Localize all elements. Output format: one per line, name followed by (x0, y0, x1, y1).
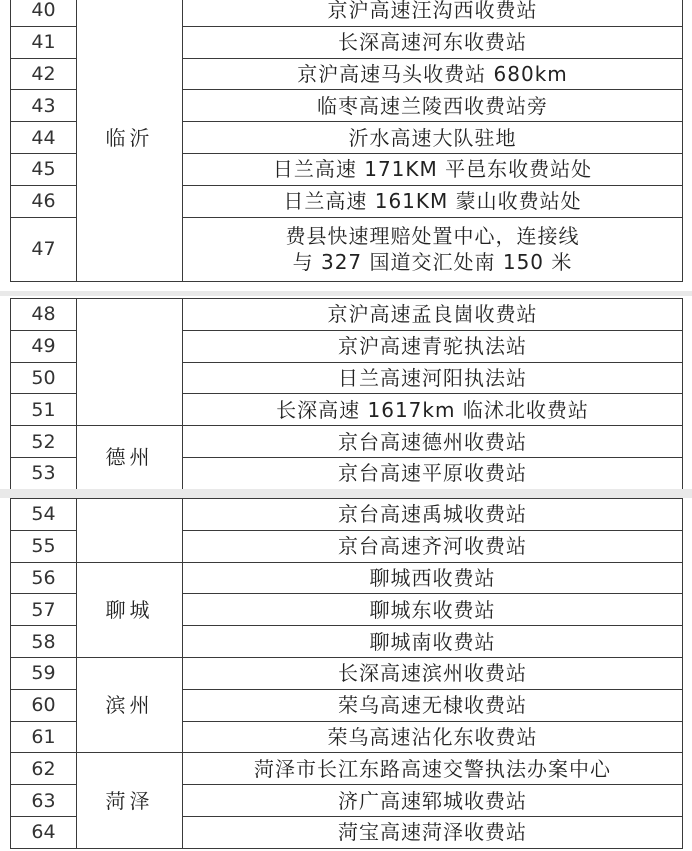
data-table (10, 298, 683, 489)
table-row (11, 299, 683, 331)
location-text: 京台高速齐河收费站 (338, 534, 527, 559)
location-cell (183, 689, 683, 721)
location-cell (183, 299, 683, 331)
row-number: 50 (11, 362, 77, 394)
location-cell (183, 657, 683, 689)
location-text: 日兰高速 161KM 蒙山收费站处 (283, 189, 582, 214)
location-text: 长深高速河东收费站 (338, 30, 527, 55)
location-text: 日兰高速河阳执法站 (338, 365, 527, 390)
row-number: 56 (11, 562, 77, 594)
location-cell (183, 499, 683, 531)
location-text: 与 327 国道交汇处南 150 米 (292, 250, 573, 275)
row-number: 59 (11, 657, 77, 689)
location-cell (183, 58, 683, 90)
location-text: 聊城南收费站 (369, 629, 496, 654)
location-text: 荣乌高速沾化东收费站 (327, 724, 538, 749)
row-number: 41 (11, 26, 77, 58)
location-text: 长深高速滨州收费站 (338, 661, 527, 686)
row-number: 40 (11, 0, 77, 26)
table-section-linyi (10, 0, 692, 291)
location-cell (183, 90, 683, 122)
row-number: 44 (11, 122, 77, 154)
location-cell (183, 153, 683, 185)
location-text: 日兰高速 171KM 平邑东收费站处 (272, 157, 593, 182)
row-number: 54 (11, 499, 77, 531)
row-number: 42 (11, 58, 77, 90)
city-name: 滨州 (77, 657, 183, 752)
location-text: 沂水高速大队驻地 (348, 125, 517, 150)
location-cell (183, 185, 683, 217)
location-text: 聊城东收费站 (369, 597, 496, 622)
row-number: 45 (11, 153, 77, 185)
location-text: 京沪高速马头收费站 680km (297, 61, 568, 86)
location-cell (183, 217, 683, 281)
city-name: 德州 (77, 426, 183, 489)
table-row (11, 426, 683, 458)
city-name: 临沂 (77, 0, 183, 281)
row-number: 48 (11, 299, 77, 331)
table-row (11, 0, 683, 26)
table-row (11, 499, 683, 531)
row-number: 51 (11, 394, 77, 426)
location-cell (183, 816, 683, 848)
table-row (11, 562, 683, 594)
row-number: 46 (11, 185, 77, 217)
location-text: 京沪高速青驼执法站 (338, 334, 527, 359)
table-row (11, 753, 683, 785)
row-number: 64 (11, 816, 77, 848)
page-break (0, 489, 692, 498)
location-text: 长深高速 1617km 临沭北收费站 (276, 397, 589, 422)
row-number: 53 (11, 457, 77, 489)
location-cell (183, 626, 683, 658)
location-cell (183, 0, 683, 26)
row-number: 55 (11, 530, 77, 562)
data-table (10, 498, 683, 849)
table-row (11, 657, 683, 689)
location-text: 聊城西收费站 (369, 565, 496, 590)
location-cell (183, 122, 683, 154)
location-cell (183, 753, 683, 785)
location-cell (183, 721, 683, 753)
location-text: 京台高速平原收费站 (338, 461, 527, 486)
location-text: 菏泽市长江东路高速交警执法办案中心 (254, 756, 611, 781)
location-text: 京台高速德州收费站 (338, 429, 527, 454)
city-name: 聊城 (77, 562, 183, 657)
location-text: 菏宝高速菏泽收费站 (338, 820, 527, 845)
row-number: 58 (11, 626, 77, 658)
city-name (77, 299, 183, 426)
location-cell (183, 362, 683, 394)
city-name (77, 499, 183, 563)
table-section-dezhou (10, 296, 692, 489)
row-number: 43 (11, 90, 77, 122)
location-text: 费县快速理赔处置中心，连接线 (285, 224, 580, 249)
table-section-liaocheng-binzhou-heze (10, 498, 692, 851)
location-cell (183, 426, 683, 458)
location-cell (183, 562, 683, 594)
row-number: 62 (11, 753, 77, 785)
row-number: 61 (11, 721, 77, 753)
location-text: 临枣高速兰陵西收费站旁 (317, 93, 548, 118)
row-number: 52 (11, 426, 77, 458)
row-number: 60 (11, 689, 77, 721)
location-text: 京沪高速孟良崮收费站 (327, 302, 538, 327)
location-text: 济广高速郓城收费站 (338, 788, 527, 813)
row-number: 49 (11, 330, 77, 362)
location-cell (183, 394, 683, 426)
row-number: 57 (11, 594, 77, 626)
row-number: 63 (11, 785, 77, 817)
location-cell (183, 594, 683, 626)
location-cell (183, 457, 683, 489)
row-number: 47 (11, 217, 77, 281)
location-text: 京沪高速汪沟西收费站 (327, 0, 538, 23)
data-table (10, 0, 683, 282)
location-text: 荣乌高速无棣收费站 (338, 693, 527, 718)
location-cell (183, 26, 683, 58)
location-text: 京台高速禹城收费站 (338, 502, 527, 527)
location-cell (183, 785, 683, 817)
location-cell (183, 530, 683, 562)
city-name: 菏泽 (77, 753, 183, 848)
location-cell (183, 330, 683, 362)
